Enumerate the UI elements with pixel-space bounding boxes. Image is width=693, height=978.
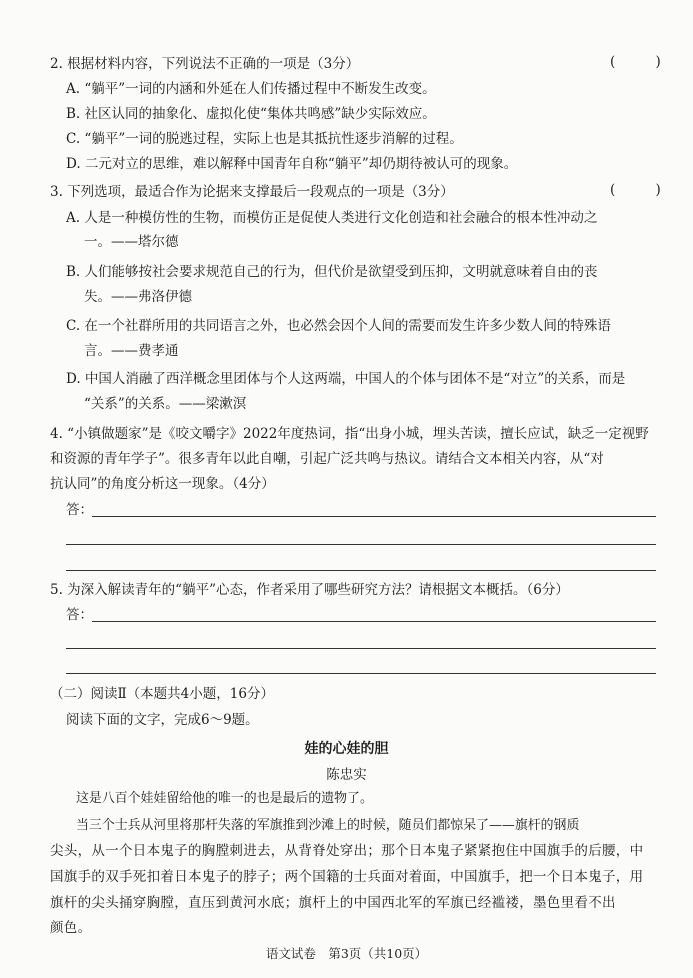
option-a: A. “躺平”一词的内涵和外延在人们传播过程中不断发生改变。 <box>66 81 436 97</box>
story-paragraph-line: 颜色。 <box>50 920 92 936</box>
story-author: 陈忠实 <box>326 767 367 783</box>
option-a: A. 人是一种模仿性的生物，而模仿正是促使人类进行文化创造和社会融合的根本性冲动之 <box>66 210 598 226</box>
story-paragraph-line: 当三个士兵从河里将那杆失落的军旗推到沙滩上的时候，随员们都惊呆了——旗杆的钢质 <box>76 818 580 833</box>
answer-label: 答： <box>66 502 93 518</box>
page-footer: 语文试卷 第3页（共10页） <box>265 946 428 961</box>
question-4-line1: 4. “小镇做题家”是《咬文嚼字》2022年度热词，指“出身小城，埋头苦读，擅长应试，缺乏一定视野 <box>50 426 649 442</box>
option-a-cont: 一。——塔尔德 <box>84 234 179 250</box>
section-instruction: 阅读下面的文字，完成6～9题。 <box>66 712 259 728</box>
option-d-cont: “关系”的关系。——梁漱溟 <box>84 396 247 412</box>
story-title: 娃的心娃的胆 <box>304 741 389 757</box>
story-paragraph-line: 国旗手的双手死扣着日本鬼子的脖子；两个国籍的士兵面对着面，中国旗手，把一个日本鬼子，用 <box>50 869 644 885</box>
answer-line[interactable] <box>92 621 656 622</box>
answer-bracket: ( ) <box>610 182 679 198</box>
option-b: B. 社区认同的抽象化、虚拟化使“集体共鸣感”缺少实际效应。 <box>66 106 436 122</box>
answer-line[interactable] <box>92 516 656 517</box>
answer-label: 答： <box>66 607 93 623</box>
option-b-cont: 失。——弗洛伊德 <box>84 289 192 305</box>
question-4-line3: 抗认同”的角度分析这一现象。（4分） <box>50 476 275 492</box>
option-c-cont: 言。——费孝通 <box>84 343 179 359</box>
option-c: C. 在一个社群所用的共同语言之外，也必然会因个人间的需要而发生许多少数人间的特殊语 <box>66 318 611 334</box>
option-b: B. 人们能够按社会要求规范自己的行为，但代价是欲望受到压抑，文明就意味着自由的丧 <box>66 264 598 280</box>
answer-line[interactable] <box>66 544 656 545</box>
question-4-line2: 和资源的青年学子”。很多青年以此自嘲，引起广泛共鸣与热议。请结合文本相关内容，从“对 <box>50 451 604 467</box>
story-paragraph-line: 旗杆的尖头捅穿胸膛，直压到黄河水底；旗杆上的中国西北军的军旗已经褴褛，墨色里看不出 <box>50 895 616 911</box>
option-d: D. 中国人消融了西洋概念里团体与个人这两端，中国人的个体与团体不是“对立”的关系，而是 <box>66 371 626 387</box>
option-c: C. “躺平”一词的脱逃过程，实际上也是其抵抗性逐步消解的过程。 <box>66 131 463 147</box>
answer-line[interactable] <box>66 570 656 571</box>
question-2-stem: 2. 根据材料内容，下列说法不正确的一项是（3分） <box>50 56 360 72</box>
answer-line[interactable] <box>66 648 656 649</box>
answer-line[interactable] <box>66 673 656 674</box>
story-paragraph: 这是八百个娃娃留给他的唯一的也是最后的遗物了。 <box>76 791 373 806</box>
question-3-stem: 3. 下列选项，最适合作为论据来支撑最后一段观点的一项是（3分） <box>50 184 454 200</box>
story-paragraph-line: 尖头，从一个日本鬼子的胸膛刺进去，从背脊处穿出；那个日本鬼子紧紧抱住中国旗手的后腰，中 <box>50 843 644 859</box>
option-d: D. 二元对立的思维，难以解释中国青年自称“躺平”却仍期待被认可的现象。 <box>66 156 518 172</box>
section-heading: （二）阅读Ⅱ（本题共4小题，16分） <box>50 686 274 702</box>
question-5-stem: 5. 为深入解读青年的“躺平”心态，作者采用了哪些研究方法？请根据文本概括。（6分） <box>50 582 569 598</box>
answer-bracket: ( ) <box>610 54 679 70</box>
